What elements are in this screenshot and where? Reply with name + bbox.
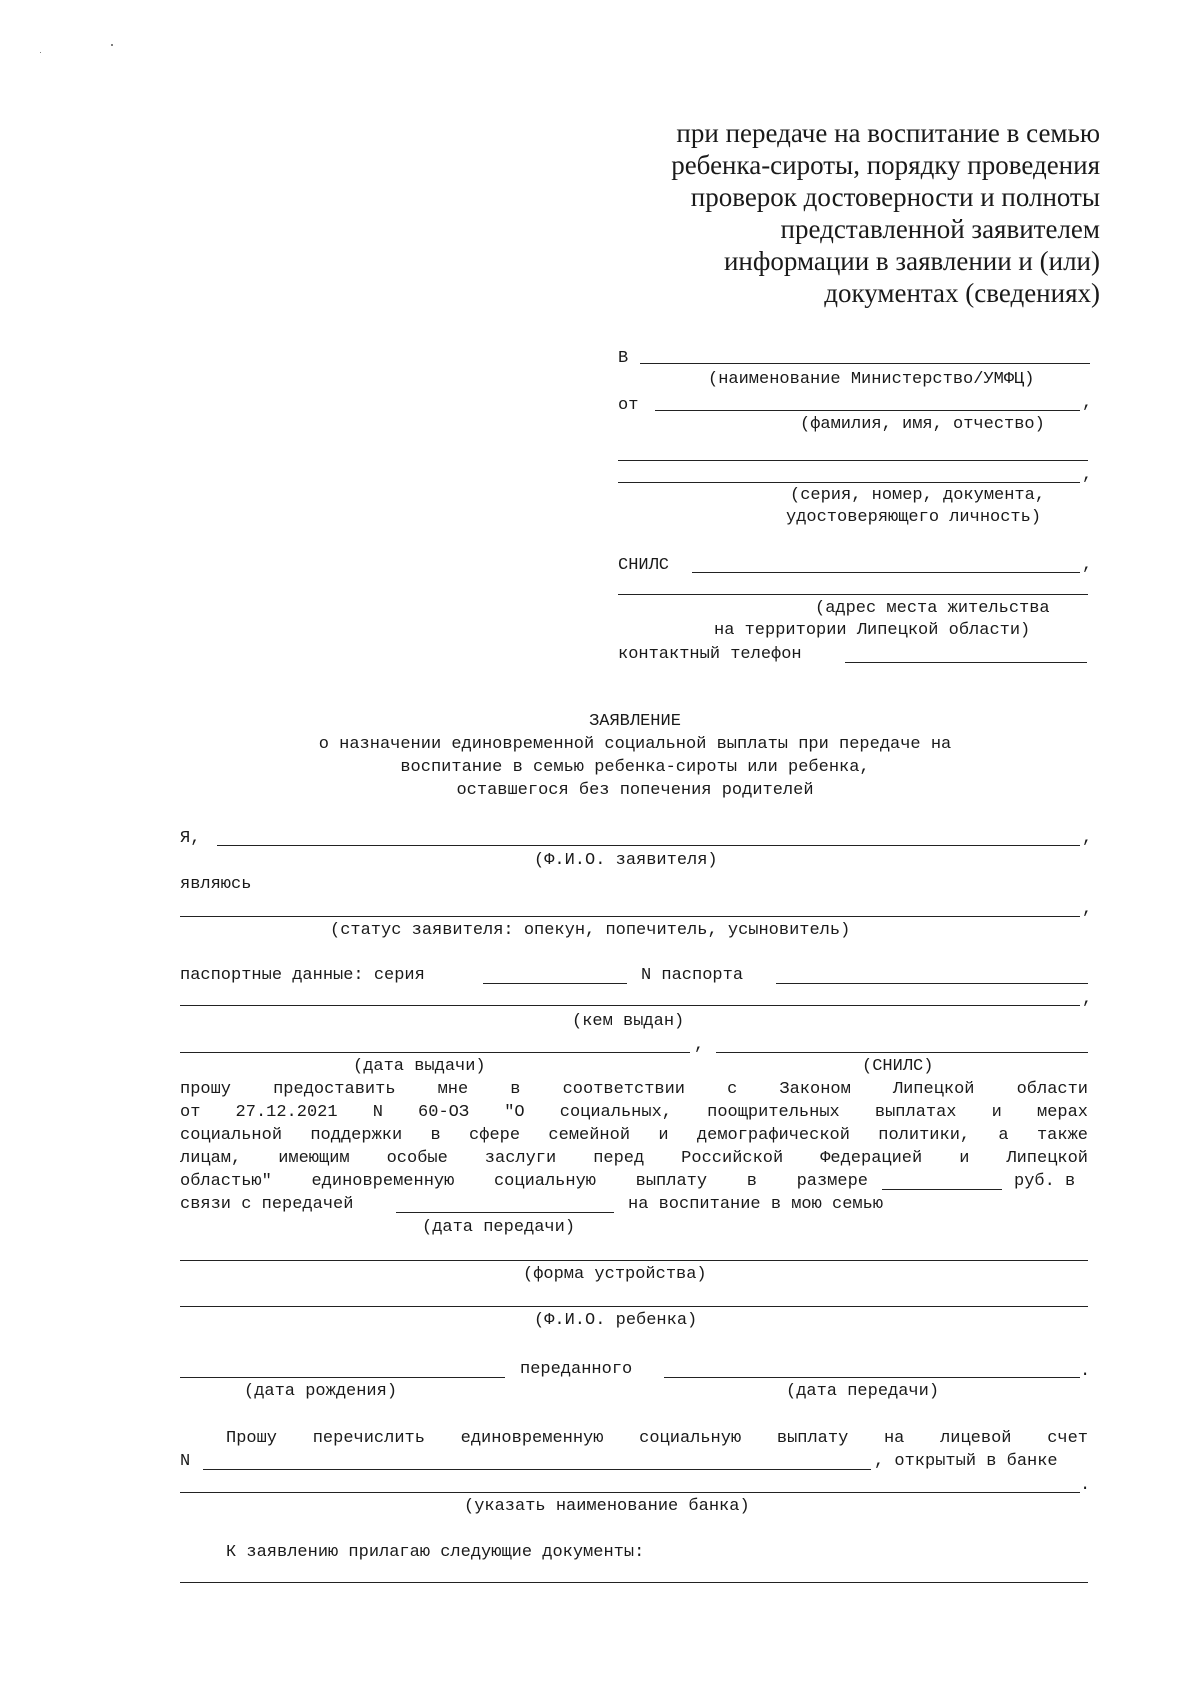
child-transfer-date-hint: (дата передачи) <box>786 1382 940 1401</box>
issued-by-hint: (кем выдан) <box>572 1012 685 1031</box>
passport-label: паспортные данные: серия <box>180 966 425 985</box>
address-hint-2: на территории Липецкой области) <box>714 621 1031 640</box>
yavlyayus-label: являюсь <box>180 875 252 894</box>
period: . <box>1080 1362 1091 1381</box>
document-hint-2: удостоверяющего личность) <box>786 508 1042 527</box>
applicant-name-hint: (Ф.И.О. заявителя) <box>534 851 718 870</box>
header-line: ребенка-сироты, порядку проведения <box>671 150 1100 180</box>
placement-form-hint: (форма устройства) <box>523 1265 707 1284</box>
comma: , <box>1082 900 1093 919</box>
bank-name-hint: (указать наименование банка) <box>464 1497 750 1516</box>
passport-number-label: N паспорта <box>641 966 744 985</box>
issued-by-line[interactable] <box>180 1005 1080 1006</box>
header-line: представленной заявителем <box>780 214 1100 244</box>
request-line-1: прошу предоставить мне в соответствии с Законом Липецкой области <box>180 1080 1088 1099</box>
passport-number-line[interactable] <box>776 983 1088 984</box>
amount-field-line[interactable] <box>882 1189 1002 1190</box>
request-line-3: социальной поддержки в сфере семейной и демографической политики, а также <box>180 1126 1088 1145</box>
comma: , <box>1082 556 1093 575</box>
status-field-line[interactable] <box>180 916 1080 917</box>
statement-title-line-3: оставшегося без попечения родителей <box>456 781 814 800</box>
request-line-6-start: связи с передачей <box>180 1195 354 1214</box>
address-field-line[interactable] <box>618 594 1088 595</box>
snils-hint: (СНИЛС) <box>862 1057 934 1076</box>
account-number-line[interactable] <box>203 1469 871 1470</box>
issue-date-hint: (дата выдачи) <box>353 1057 486 1076</box>
child-transfer-date-line[interactable] <box>664 1377 1080 1378</box>
account-n-label: N <box>180 1452 191 1471</box>
bank-name-line[interactable] <box>180 1492 1080 1493</box>
header-continuation <box>671 117 1100 309</box>
snils-field-line[interactable] <box>692 572 1080 573</box>
request-line-5-start: областью" единовременную социальную выплату в размере <box>180 1172 868 1191</box>
request-line-6-end: на воспитание в мою семью <box>628 1195 884 1214</box>
applicant-name-line[interactable] <box>217 845 1080 846</box>
phone-field-line[interactable] <box>845 662 1087 663</box>
transfer-date-line[interactable] <box>396 1212 614 1213</box>
attachments-label: К заявлению прилагаю следующие документы: <box>226 1543 645 1562</box>
ya-label: Я, <box>180 829 201 848</box>
statement-title-line-2: воспитание в семью ребенка-сироты или ребенка, <box>400 758 870 777</box>
address-hint-1: (адрес места жительства <box>815 599 1050 618</box>
statement-heading: ЗАЯВЛЕНИЕ <box>589 712 681 731</box>
birth-date-line[interactable] <box>180 1377 505 1378</box>
applicant-snils-line[interactable] <box>716 1052 1088 1053</box>
header-line: документах (сведениях) <box>824 278 1100 308</box>
comma: , <box>1082 394 1093 413</box>
account-request-line: Прошу перечислить единовременную социальную выплату на лицевой счет <box>226 1429 1088 1448</box>
comma: , <box>1082 990 1093 1009</box>
to-hint: (наименование Министерство/УМФЦ) <box>708 370 1035 389</box>
birth-date-hint: (дата рождения) <box>244 1382 398 1401</box>
header-line: информации в заявлении и (или) <box>723 246 1100 276</box>
from-hint: (фамилия, имя, отчество) <box>800 415 1045 434</box>
request-line-2: от 27.12.2021 N 60-ОЗ "О социальных, поощрительных выплатах и мерах <box>180 1103 1088 1122</box>
child-name-line[interactable] <box>180 1306 1088 1307</box>
issue-date-line[interactable] <box>180 1052 690 1053</box>
document-hint-1: (серия, номер, документа, <box>790 486 1046 505</box>
snils-label: СНИЛС <box>618 556 670 575</box>
phone-label: контактный телефон <box>618 645 802 664</box>
request-line-5-end: руб. в <box>1014 1172 1076 1191</box>
passport-series-line[interactable] <box>483 983 627 984</box>
comma: , <box>694 1036 705 1055</box>
transfer-date-hint: (дата передачи) <box>422 1218 576 1237</box>
status-hint: (статус заявителя: опекун, попечитель, усыновитель) <box>330 921 851 940</box>
header-line: при передаче на воспитание в семью <box>676 118 1100 148</box>
from-prefix: от <box>618 396 639 415</box>
scan-speck <box>40 52 41 53</box>
comma: , <box>1082 466 1093 485</box>
request-line-4: лицам, имеющим особые заслуги перед Российской Федерацией и Липецкой <box>180 1149 1088 1168</box>
statement-title-line-1: о назначении единовременной социальной выплаты при передаче на <box>318 735 952 754</box>
placement-form-line[interactable] <box>180 1260 1088 1261</box>
document-field-line-1[interactable] <box>618 460 1088 461</box>
comma: , <box>1082 829 1093 848</box>
to-field-line[interactable] <box>640 363 1090 364</box>
bank-opened-label: , открытый в банке <box>874 1452 1058 1471</box>
header-line: проверок достоверности и полноты <box>690 182 1100 212</box>
child-name-hint: (Ф.И.О. ребенка) <box>534 1311 698 1330</box>
peredannogo-label: переданного <box>520 1360 633 1379</box>
to-prefix: В <box>618 349 629 368</box>
from-field-line[interactable] <box>655 410 1080 411</box>
period: . <box>1080 1476 1091 1495</box>
document-field-line-2[interactable] <box>618 482 1080 483</box>
scan-speck <box>111 44 113 46</box>
attachments-line[interactable] <box>180 1582 1088 1583</box>
